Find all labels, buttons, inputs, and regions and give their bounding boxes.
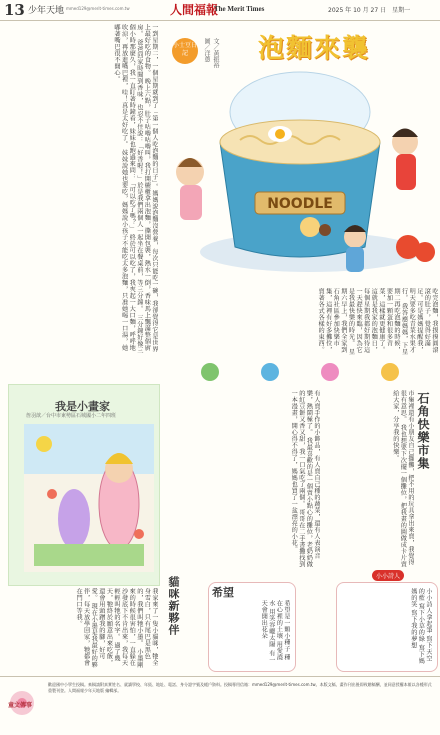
paragraph: 吃完泡麵，我摸摸圓滾滾的肚子，覺得好滿足。可是媽媽提醒我，明天要多吃青菜水果才行。: [400, 288, 438, 353]
poem-line: 用愛澆水: [267, 600, 283, 661]
poem-author-column: [298, 582, 332, 670]
paragraph: 星期六早上，我們全家到石角社區參加快樂市集，這裡有好多攤位，賣著各式各樣的東西。: [317, 288, 355, 356]
poem-line: 寫下小草的綠: [417, 603, 425, 643]
paragraph: 有人賣手作的小飾品，有人賣自己種的蔬菜，還有人表演音樂，熱鬧極了。: [305, 390, 320, 559]
little-poet-body: [342, 588, 432, 666]
poem-line: 有一天會開出花朵: [260, 600, 275, 664]
section-title: 少年天地: [28, 6, 65, 16]
poem-line: 寫下媽媽的笑: [409, 588, 425, 665]
market-article-title: 石角快樂市集: [416, 392, 430, 470]
child-painting: [24, 424, 154, 572]
paragraph: 我答應媽媽，下星期二再吃泡麵的時候，要加一顆蛋和很多青菜，這樣就更健康了。: [377, 288, 408, 356]
footer-badge: 童文傳事: [8, 702, 33, 709]
little-poet-label: 小小詩人: [372, 570, 404, 581]
page-number: 13: [4, 1, 25, 19]
paragraph: 過了幾天，牠終於願意出來吃飯，還會用頭蹭我的腳，好可愛。: [90, 588, 121, 666]
issue-date: 2025 年 10 月 27 日 星期一: [328, 7, 411, 14]
cat-article-title: 貓咪新夥伴: [167, 576, 180, 636]
poem-line: 寫下我的夢想: [409, 609, 417, 649]
poem-line: 小小詩人拿起筆: [425, 588, 432, 634]
painting-title: 我是小畫家: [55, 400, 110, 413]
story-title: 泡麵來襲: [258, 34, 371, 64]
paragraph: 爸爸回家時聞到香味，也忍不住說：「好香喔！」於是我們兩個人一起坐在餐桌前，等三分鐘。: [135, 39, 143, 313]
paragraph: 現在小墨是我最好的夥伴，每天放學回家，牠都會在門口等我。: [75, 588, 98, 669]
footer-notice: 歡迎國中小學生投稿。來稿請附真實姓名、就讀學校、年級、地址、電話、身分證字號及帳戶資料。投稿專用信箱：mmed129@merit-times.com.tw。本版文稿、畫作刊出後即致贈稿酬，並同意授權本報以各種形式重製刊登。人間福報少年天地版 編輯部。: [48, 682, 432, 693]
hope-poem-title: 希望: [212, 586, 234, 599]
newspaper-logo: 人間福報: [170, 3, 219, 17]
hope-poem-body: [214, 600, 290, 666]
story-credit: 文／黃振裕 圖／洋蔥: [203, 38, 219, 74]
newspaper-logo-english: The Merit Times: [214, 5, 265, 13]
paragraph: 終於可以吃了，我夾起一大口麵，呼呼地吹涼，再放進嘴巴裡，哇！真是太好吃了。: [120, 24, 136, 352]
cat-article-body: [8, 588, 158, 672]
story-body-middle: [168, 288, 438, 356]
paragraph: 我家來了一隻小貓咪，牠全身雪白，只有尾巴是黑色的，我們叫牠小墨。: [135, 588, 158, 666]
poem-line: 種在心裡的土壤: [275, 600, 290, 661]
decorative-balloons: [170, 360, 440, 384]
poem-line: 希望是一顆小種子: [283, 600, 290, 652]
market-article-body: [324, 390, 414, 568]
header-email[interactable]: mmed129@merit-times.com.tw: [66, 6, 130, 11]
paragraph: 市集裡還有小朋友自己擺攤，把不用的玩具拿出來賣，我覺得很有意思。: [399, 390, 414, 566]
noodle-label: NOODLE: [267, 196, 333, 212]
article-body: [180, 390, 320, 568]
paragraph: 三分鐘好像三個小時那麼久，我一直盯著時鐘看，妹妹也跑過來問：「可以吃了嗎？」: [128, 24, 143, 354]
paragraph: 這就是我家的泡麵日，每個星期我都好期待這一天趕快來臨，因為它是我最快樂的時光。: [347, 288, 378, 353]
paragraph: 晚上六點，肚子咕嚕咕嚕叫，我打開櫥櫃拿出泡麵，撕開包裝，熱水一倒，香味馬上飄滿整個廚房。: [135, 24, 151, 352]
footer-divider: [0, 676, 440, 677]
painting-author: 詹羽歆／台中市東勢區石城國小二年四班: [26, 413, 117, 419]
paragraph: 我最喜歡的是一個賣小點心的攤位，老奶奶做的紅豆餅又香又甜，我一口氣吃了兩個。: [297, 390, 313, 568]
story-badge: 小士豆日記: [172, 38, 198, 64]
paragraph: 妹妹說她也要吃，媽媽說小孩子不能吃太多泡麵，只准她喝一口湯，她嘟著嘴巴很不開心。: [113, 24, 128, 352]
paragraph: 哥哥在二手書攤找到一本漫畫，開心得不得了，媽媽也買了一盆漂亮的小花。: [290, 390, 305, 568]
poem-line: 寫下天空的藍: [417, 588, 432, 662]
story-body-left: [8, 24, 158, 354]
paragraph: 小墨剛來的時候很害怕，一直躲在沙發底下不肯出來，我每天輕輕叫牠的名字。: [113, 588, 143, 669]
paragraph: 一到星期二，一個星期就到了「第一個人吃泡麵的日子」。媽媽說泡麵沒營養，每次只能吃一碗，我卻覺得它是世界上最好吃的食物。: [143, 24, 158, 353]
paragraph: 我也想要下次擺一個攤位，把我畫的圖做成卡片賣給大家，分享我的快樂。: [391, 390, 407, 568]
poem-line: 用笑容曬太陽: [267, 608, 275, 648]
